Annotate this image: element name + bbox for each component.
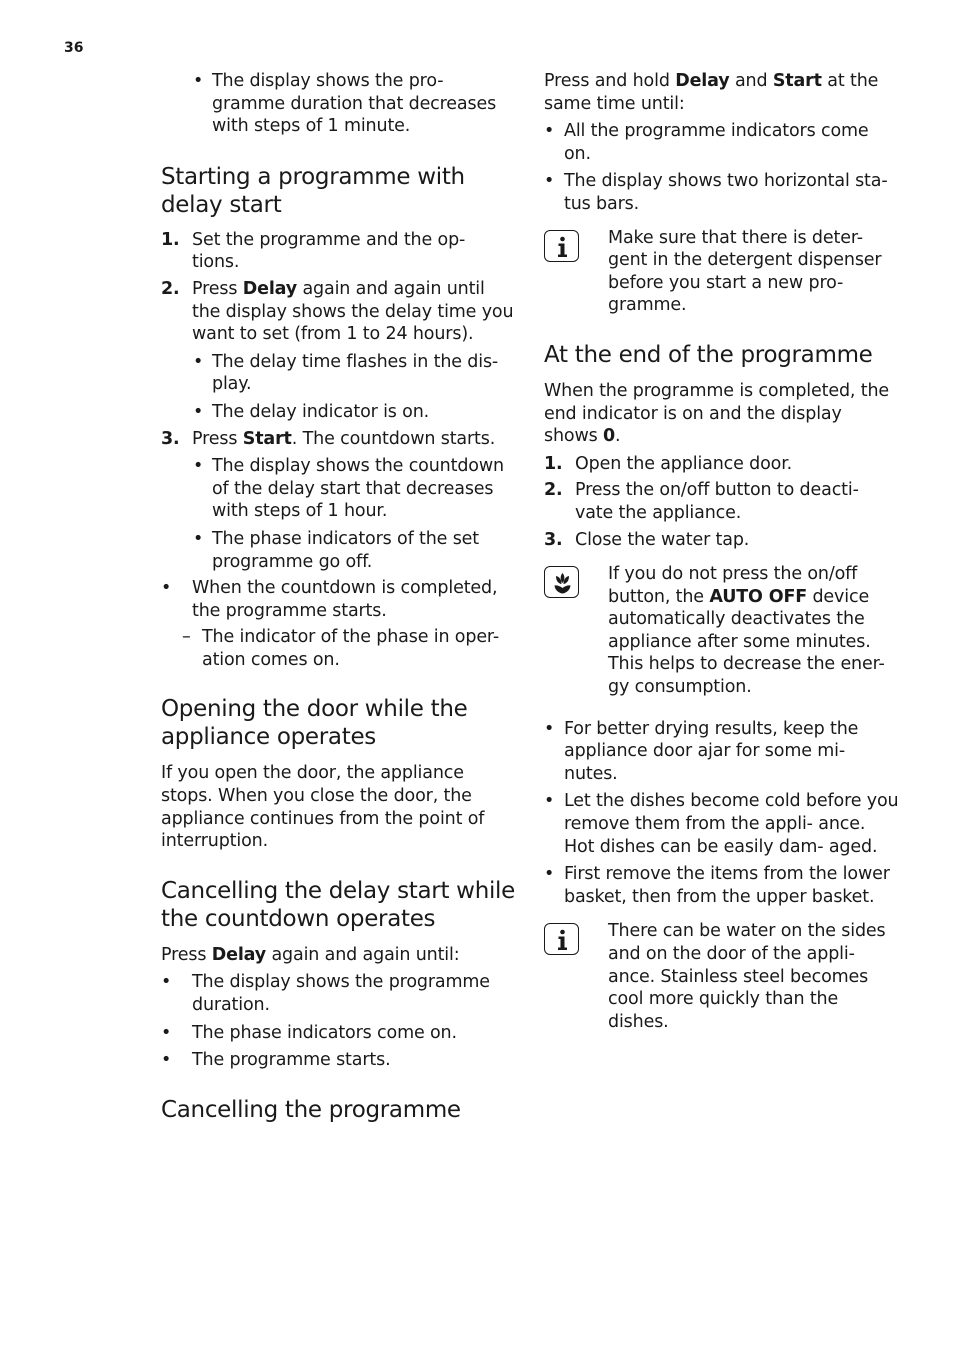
step-item [161,229,517,274]
list-item-text: The programme starts. [192,1050,391,1071]
step-number: 1. [161,229,180,250]
list-item-text: Let the dishes become cold before you remove them from the appli- ance. Hot dishes can be easily dam- aged. [564,791,899,857]
step-number: 1. [544,453,563,474]
note-text: Make sure that there is deter- gent in the detergent dispenser before you start a new pro- gramme. [608,227,882,316]
bullet: • [544,171,555,192]
info-note [544,227,900,317]
step-text: Open the appliance door. [575,453,793,474]
bullet: • [161,1050,172,1071]
step-item [544,479,900,524]
step-number: 3. [161,428,180,449]
list-item [161,1022,517,1045]
step-number: 2. [161,278,180,299]
start-keyword: Start [772,71,822,91]
note-text: If you do not press the on/off button, the [608,564,858,607]
door-heading: Opening the door while the appliance operates [161,696,468,751]
dash-item-text: The indicator of the phase in oper- ation comes on. [202,627,500,670]
list-item-text: The display shows the programme duration. [192,972,490,1016]
intro-text: When the programme is completed, the end indicator is on and the display shows [544,380,890,447]
list-item [544,718,900,786]
list-item-text: First remove the items from the lower basket, then from the upper basket. [564,864,890,907]
cancel-programme-heading: Cancelling the programme [161,1096,461,1123]
delay-keyword: Delay [242,278,298,299]
list-item [544,170,900,215]
bullet: • [161,1022,172,1043]
list-item [161,351,517,396]
step-text: Close the water tap. [575,529,750,550]
bullet: • [193,401,204,422]
intro-text: again and again until: [266,944,460,965]
step-text: again and again until the display shows the delay time you want to set (from 1 to 24 hours). [192,278,514,345]
step-item [161,428,517,451]
list-item-text: All the programme indicators come on. [564,121,869,164]
delay-keyword: Delay [211,944,267,965]
list-item [544,863,900,908]
step-number: 3. [544,529,563,550]
dash-item [161,626,517,671]
list-item [161,455,517,523]
info-icon [544,923,579,955]
list-item-text: The delay indicator is on. [212,401,430,422]
intro-text: . [615,426,621,447]
intro-text: at the same time until: [544,71,879,114]
list-item [161,528,517,573]
list-item-text: The phase indicators of the set programme go off. [212,528,480,572]
list-item-text: When the countdown is completed, the programme starts. [192,578,498,621]
note-text: device automatically deactivates the appliance after some minutes. This helps to decrease the ener- gy consumption. [608,586,885,698]
bullet: • [544,718,555,739]
list-item-text: For better drying results, keep the appliance door ajar for some mi- nutes. [564,718,859,784]
info-note [544,920,900,1033]
intro-text: Press and hold [544,71,676,91]
page-number: 36 [64,40,84,56]
bullet: • [161,972,172,993]
cancel-delay-heading: Cancelling the delay start while the countdown operates [161,877,515,932]
step-item [161,278,517,346]
bullet: • [544,864,555,885]
bullet: • [193,456,204,477]
list-item-text: The delay time flashes in the dis- play. [212,351,499,395]
list-item-text: The display shows two horizontal sta- tus bars. [564,171,888,214]
list-item [161,577,517,622]
step-text: Press the on/off button to deacti- vate the appliance. [575,480,859,523]
step-text: Press [192,428,243,449]
list-item [544,790,900,858]
auto-off-keyword: AUTO OFF [709,586,808,607]
intro-bullet-text: The display shows the pro- gramme duration that decreases with steps of 1 minute. [212,71,497,137]
bullet: • [544,791,555,812]
list-item [161,70,517,138]
note-text: There can be water on the sides and on the door of the appli- ance. Stainless steel becomes cool more quickly than the dishes. [608,921,886,1032]
intro-text: Press [161,944,212,965]
dash: – [182,627,191,648]
delay-start-heading: Starting a programme with delay start [161,163,465,218]
bullet: • [193,71,204,91]
list-item-text: The phase indicators come on. [192,1022,457,1043]
bullet: • [544,121,555,142]
bullet: • [193,528,204,549]
step-text: Set the programme and the op- tions. [192,229,466,273]
start-keyword: Start [242,428,292,449]
bullet: • [161,578,172,599]
right-column [544,70,900,1033]
list-item [161,401,517,424]
end-heading: At the end of the programme [544,341,873,368]
step-text: . The countdown starts. [291,428,496,449]
step-item [544,453,900,476]
hold-intro [544,70,900,115]
eco-icon [544,566,579,598]
cancel-delay-intro [161,944,517,967]
end-intro [544,380,900,448]
info-icon [544,230,579,262]
list-item [544,120,900,165]
step-text: Press [192,278,243,299]
step-item [544,529,900,552]
delay-keyword: Delay [675,71,730,91]
eco-note [544,563,900,699]
step-number: 2. [544,480,563,501]
zero-value: 0 [603,426,616,447]
list-item-text: The display shows the countdown of the delay start that decreases with steps of 1 hour. [212,456,504,522]
bullet: • [193,351,204,372]
list-item [161,971,517,1016]
list-item [161,1049,517,1072]
left-column [161,70,517,1124]
intro-text: and [729,71,773,91]
door-paragraph: If you open the door, the appliance stops. When you close the door, the appliance continues from the point of interruption. [161,763,485,852]
